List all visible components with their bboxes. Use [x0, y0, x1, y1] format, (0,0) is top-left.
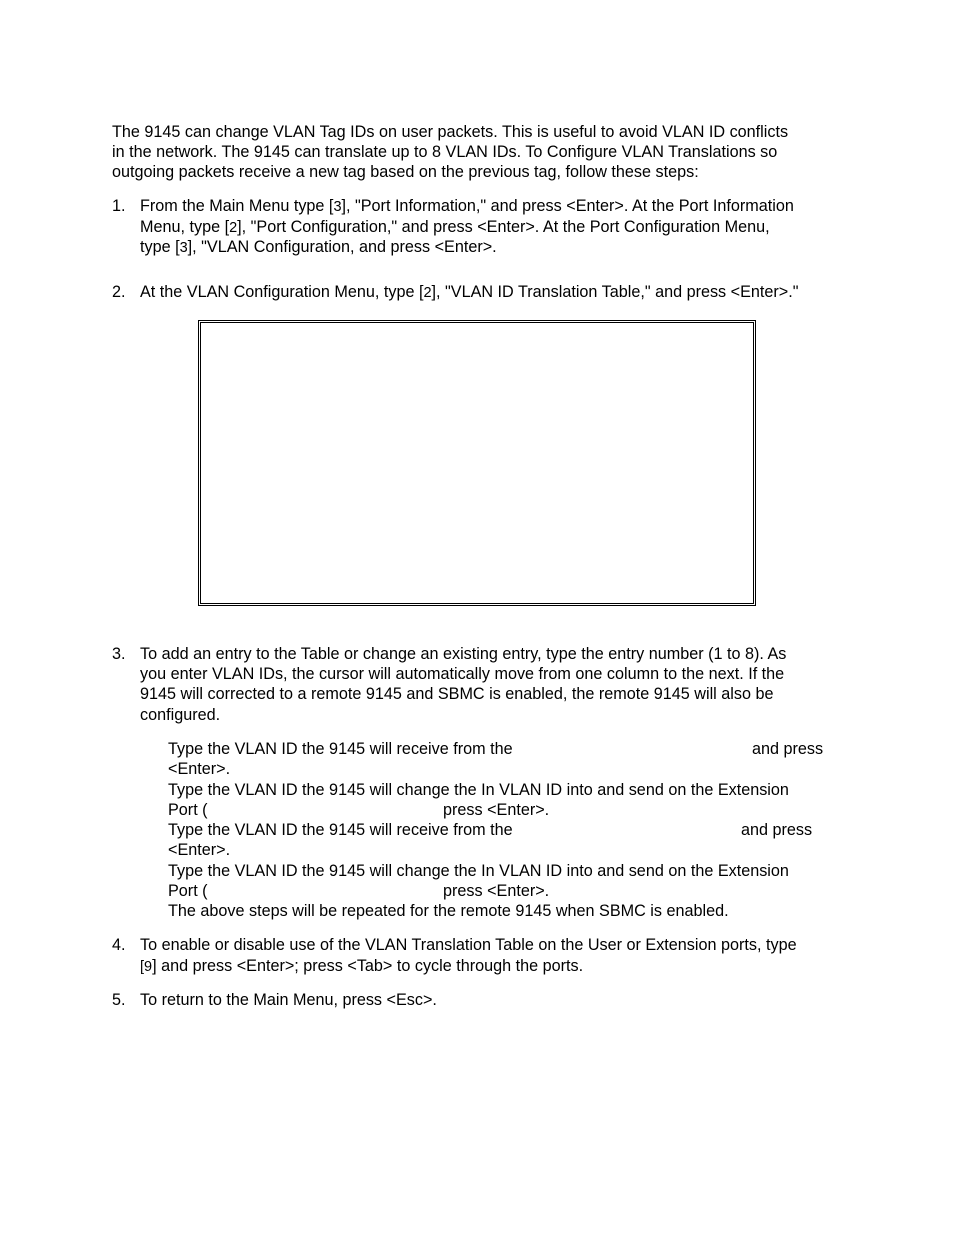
- menu-key: 3: [179, 240, 188, 256]
- substep-text: press <Enter>.: [443, 801, 550, 819]
- step-number: 4.: [112, 936, 126, 954]
- step-number: 1.: [112, 197, 126, 215]
- menu-key: 3: [333, 199, 342, 215]
- substep-text: The above steps will be repeated for the remote 9145 when SBMC is enabled.: [168, 902, 729, 920]
- substep-text: and press: [741, 821, 813, 839]
- intro-line: The 9145 can change VLAN Tag IDs on user packets. This is useful to avoid VLAN ID conflicts: [112, 123, 789, 141]
- menu-key: 2: [423, 285, 432, 301]
- step-text: type [3], "VLAN Configuration, and press <Enter>.: [140, 238, 497, 256]
- step-number: 5.: [112, 991, 126, 1009]
- step-text: Menu, type [2], "Port Configuration," and press <Enter>. At the Port Configuration Menu,: [140, 218, 770, 236]
- step-text: To enable or disable use of the VLAN Translation Table on the User or Extension ports, type: [140, 936, 797, 954]
- step-text: To add an entry to the Table or change an existing entry, type the entry number (1 to 8). As: [140, 645, 787, 663]
- step-text: 9145 will corrected to a remote 9145 and SBMC is enabled, the remote 9145 will also be: [140, 685, 774, 703]
- menu-key: 9: [144, 959, 153, 975]
- intro-line: outgoing packets receive a new tag based on the previous tag, follow these steps:: [112, 163, 699, 181]
- substep-text: and press: [752, 740, 824, 758]
- substep-text: Type the VLAN ID the 9145 will receive from the: [168, 821, 513, 839]
- substep-text: Port (: [168, 882, 208, 900]
- substep-text: Port (: [168, 801, 208, 819]
- step-text: you enter VLAN IDs, the cursor will automatically move from one column to the next. If the: [140, 665, 785, 683]
- screen-capture-frame: [198, 320, 756, 606]
- step-text: [9] and press <Enter>; press <Tab> to cycle through the ports.: [140, 957, 584, 975]
- substep-text: Type the VLAN ID the 9145 will receive from the: [168, 740, 513, 758]
- step-text: configured.: [140, 706, 221, 724]
- substep-text: <Enter>.: [168, 841, 231, 859]
- step-number: 2.: [112, 283, 126, 301]
- step-text: To return to the Main Menu, press <Esc>.: [140, 991, 437, 1009]
- step-number: 3.: [112, 645, 126, 663]
- substep-text: Type the VLAN ID the 9145 will change the In VLAN ID into and send on the Extension: [168, 781, 789, 799]
- step-text: At the VLAN Configuration Menu, type [2], "VLAN ID Translation Table," and press <Enter>.": [140, 283, 799, 301]
- menu-key: 2: [229, 220, 238, 236]
- intro-line: in the network. The 9145 can translate up to 8 VLAN IDs. To Configure VLAN Translations so: [112, 143, 778, 161]
- step-text: From the Main Menu type [3], "Port Information," and press <Enter>. At the Port Information: [140, 197, 794, 215]
- substep-text: Type the VLAN ID the 9145 will change the In VLAN ID into and send on the Extension: [168, 862, 789, 880]
- substep-text: press <Enter>.: [443, 882, 550, 900]
- substep-text: <Enter>.: [168, 760, 231, 778]
